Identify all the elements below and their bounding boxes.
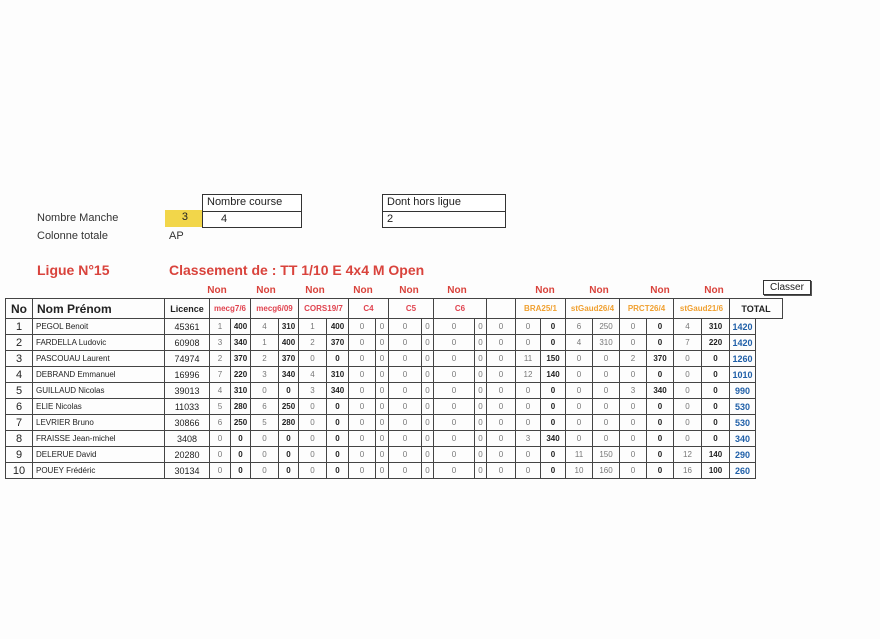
row-name: PASCOUAU Laurent	[33, 351, 165, 367]
header-event: CORS19/7	[299, 299, 349, 319]
row-cell: 0	[593, 399, 620, 415]
row-cell: 0	[299, 431, 327, 447]
non-label: Non	[399, 285, 419, 296]
row-name: FRAISSE Jean-michel	[33, 431, 165, 447]
row-cell: 0	[487, 399, 516, 415]
colonne-totale-label: Colonne totale	[37, 230, 108, 242]
row-cell: 0	[434, 463, 475, 479]
header-event: stGaud21/6	[674, 299, 730, 319]
row-cell: 0	[516, 463, 541, 479]
row-cell: 0	[422, 447, 434, 463]
header-event: stGaud26/4	[566, 299, 620, 319]
row-cell: 0	[349, 399, 376, 415]
row-cell: 4	[674, 319, 702, 335]
row-cell: 0	[674, 431, 702, 447]
row-cell: 0	[566, 431, 593, 447]
row-cell: 4	[299, 367, 327, 383]
table-row	[6, 415, 846, 431]
row-cell: 0	[422, 351, 434, 367]
row-cell: 0	[620, 399, 647, 415]
row-cell: 0	[566, 367, 593, 383]
row-cell: 0	[349, 351, 376, 367]
row-cell: 0	[349, 415, 376, 431]
row-cell: 0	[593, 383, 620, 399]
row-cell: 0	[647, 399, 674, 415]
row-cell: 0	[487, 447, 516, 463]
row-licence: 11033	[165, 399, 210, 415]
row-cell: 3	[210, 335, 231, 351]
row-cell: 3	[251, 367, 279, 383]
row-cell: 220	[702, 335, 730, 351]
row-cell: 250	[593, 319, 620, 335]
row-cell: 0	[566, 399, 593, 415]
row-cell: 0	[389, 319, 422, 335]
row-cell: 0	[487, 431, 516, 447]
row-cell: 0	[702, 383, 730, 399]
table-row	[6, 399, 846, 415]
row-cell: 0	[389, 399, 422, 415]
row-final-total: 340	[730, 431, 756, 447]
row-cell: 0	[620, 367, 647, 383]
non-label: Non	[589, 285, 609, 296]
row-final-total: 260	[730, 463, 756, 479]
row-cell: 0	[620, 447, 647, 463]
row-rank: 5	[6, 383, 33, 399]
row-cell: 0	[566, 351, 593, 367]
row-cell: 0	[702, 431, 730, 447]
row-cell: 0	[376, 463, 389, 479]
non-label: Non	[447, 285, 467, 296]
row-cell: 0	[389, 463, 422, 479]
row-cell: 1	[210, 319, 231, 335]
row-cell: 3	[299, 383, 327, 399]
row-cell: 0	[516, 447, 541, 463]
row-cell: 150	[541, 351, 566, 367]
row-cell: 10	[566, 463, 593, 479]
row-cell: 7	[674, 335, 702, 351]
row-name: DELERUE David	[33, 447, 165, 463]
row-cell: 0	[566, 383, 593, 399]
row-cell: 0	[376, 383, 389, 399]
row-cell: 310	[231, 383, 251, 399]
row-rank: 4	[6, 367, 33, 383]
row-rank: 9	[6, 447, 33, 463]
row-cell: 0	[210, 463, 231, 479]
row-name: PEGOL Benoit	[33, 319, 165, 335]
row-cell: 12	[516, 367, 541, 383]
row-cell: 0	[516, 319, 541, 335]
row-cell: 0	[620, 463, 647, 479]
row-cell: 0	[389, 447, 422, 463]
row-cell: 0	[516, 383, 541, 399]
row-cell: 0	[647, 415, 674, 431]
row-cell: 0	[674, 415, 702, 431]
row-cell: 0	[349, 367, 376, 383]
row-cell: 1	[251, 335, 279, 351]
row-cell: 0	[487, 335, 516, 351]
header-event: C6	[434, 299, 487, 319]
header-event: C4	[349, 299, 389, 319]
row-final-total: 990	[730, 383, 756, 399]
row-cell: 0	[647, 367, 674, 383]
results-table	[5, 298, 846, 479]
row-cell: 0	[376, 399, 389, 415]
header-no: No	[6, 299, 33, 319]
row-cell: 0	[475, 335, 487, 351]
row-cell: 0	[541, 399, 566, 415]
row-cell: 0	[593, 367, 620, 383]
row-rank: 7	[6, 415, 33, 431]
table-row	[6, 351, 846, 367]
row-cell: 0	[349, 383, 376, 399]
table-row	[6, 367, 846, 383]
row-cell: 0	[516, 335, 541, 351]
row-cell: 250	[279, 399, 299, 415]
classer-button[interactable]: Classer	[763, 280, 811, 295]
row-cell: 0	[279, 383, 299, 399]
row-cell: 0	[475, 431, 487, 447]
non-label: Non	[650, 285, 670, 296]
row-cell: 0	[647, 335, 674, 351]
row-cell: 0	[422, 335, 434, 351]
row-cell: 0	[541, 463, 566, 479]
table-row	[6, 335, 846, 351]
classement-title: Classement de : TT 1/10 E 4x4 M Open	[169, 262, 425, 278]
row-cell: 0	[251, 447, 279, 463]
header-event: BRA25/1	[516, 299, 566, 319]
row-cell: 0	[434, 351, 475, 367]
row-final-total: 1260	[730, 351, 756, 367]
row-licence: 20280	[165, 447, 210, 463]
row-cell: 340	[279, 367, 299, 383]
row-cell: 0	[475, 399, 487, 415]
row-cell: 0	[475, 447, 487, 463]
row-cell: 2	[251, 351, 279, 367]
row-cell: 0	[541, 415, 566, 431]
row-cell: 0	[389, 415, 422, 431]
table-row	[6, 447, 846, 463]
row-cell: 0	[231, 463, 251, 479]
row-cell: 0	[279, 463, 299, 479]
row-cell: 0	[389, 431, 422, 447]
row-cell: 0	[349, 319, 376, 335]
row-cell: 400	[327, 319, 349, 335]
row-cell: 5	[210, 399, 231, 415]
row-name: GUILLAUD Nicolas	[33, 383, 165, 399]
row-cell: 0	[422, 383, 434, 399]
non-label: Non	[535, 285, 555, 296]
row-cell: 0	[647, 319, 674, 335]
row-cell: 0	[422, 399, 434, 415]
non-label: Non	[704, 285, 724, 296]
non-label: Non	[353, 285, 373, 296]
row-rank: 3	[6, 351, 33, 367]
row-cell: 340	[541, 431, 566, 447]
row-cell: 0	[516, 415, 541, 431]
row-licence: 30134	[165, 463, 210, 479]
row-rank: 10	[6, 463, 33, 479]
row-cell: 3	[620, 383, 647, 399]
row-cell: 400	[231, 319, 251, 335]
table-header-row	[6, 299, 846, 319]
row-name: ELIE Nicolas	[33, 399, 165, 415]
row-cell: 4	[251, 319, 279, 335]
row-cell: 0	[434, 335, 475, 351]
row-cell: 0	[299, 447, 327, 463]
row-cell: 0	[674, 367, 702, 383]
row-cell: 340	[231, 335, 251, 351]
non-label: Non	[256, 285, 276, 296]
row-cell: 280	[279, 415, 299, 431]
row-rank: 1	[6, 319, 33, 335]
row-cell: 340	[647, 383, 674, 399]
row-cell: 16	[674, 463, 702, 479]
row-cell: 0	[434, 447, 475, 463]
row-cell: 0	[389, 367, 422, 383]
row-cell: 0	[434, 367, 475, 383]
row-cell: 0	[487, 367, 516, 383]
row-final-total: 1010	[730, 367, 756, 383]
row-final-total: 1420	[730, 319, 756, 335]
row-cell: 0	[327, 431, 349, 447]
header-event: PRCT26/4	[620, 299, 674, 319]
row-cell: 11	[566, 447, 593, 463]
row-cell: 0	[475, 319, 487, 335]
row-cell: 0	[422, 463, 434, 479]
row-cell: 1	[299, 319, 327, 335]
row-final-total: 290	[730, 447, 756, 463]
row-cell: 150	[593, 447, 620, 463]
row-cell: 0	[674, 383, 702, 399]
header-spacer	[487, 299, 516, 319]
row-cell: 370	[279, 351, 299, 367]
row-cell: 0	[327, 415, 349, 431]
row-cell: 0	[422, 431, 434, 447]
row-cell: 0	[349, 447, 376, 463]
row-cell: 0	[251, 431, 279, 447]
row-cell: 2	[299, 335, 327, 351]
non-label: Non	[305, 285, 325, 296]
row-cell: 0	[487, 415, 516, 431]
row-cell: 0	[299, 463, 327, 479]
row-cell: 2	[210, 351, 231, 367]
row-cell: 0	[541, 319, 566, 335]
row-licence: 39013	[165, 383, 210, 399]
row-cell: 0	[422, 367, 434, 383]
row-cell: 0	[231, 431, 251, 447]
row-cell: 0	[299, 351, 327, 367]
row-cell: 310	[327, 367, 349, 383]
row-licence: 30866	[165, 415, 210, 431]
row-name: POUEY Frédéric	[33, 463, 165, 479]
row-cell: 0	[647, 463, 674, 479]
row-cell: 0	[647, 447, 674, 463]
row-cell: 0	[702, 399, 730, 415]
header-event: mecg7/6	[210, 299, 251, 319]
row-cell: 0	[376, 319, 389, 335]
row-cell: 0	[475, 415, 487, 431]
header-nom: Nom Prénom	[33, 299, 165, 319]
row-cell: 280	[231, 399, 251, 415]
row-cell: 100	[702, 463, 730, 479]
row-cell: 7	[210, 367, 231, 383]
row-cell: 0	[376, 447, 389, 463]
row-name: LEVRIER Bruno	[33, 415, 165, 431]
nombre-manche-value[interactable]: 3	[165, 210, 202, 227]
header-event: mecg6/09	[251, 299, 299, 319]
row-cell: 0	[434, 383, 475, 399]
row-cell: 0	[702, 415, 730, 431]
row-cell: 0	[349, 335, 376, 351]
row-cell: 0	[434, 415, 475, 431]
row-cell: 0	[422, 319, 434, 335]
row-licence: 3408	[165, 431, 210, 447]
row-cell: 0	[210, 431, 231, 447]
nombre-manche-label: Nombre Manche	[37, 212, 119, 224]
table-row	[6, 463, 846, 479]
row-final-total: 1420	[730, 335, 756, 351]
row-licence: 60908	[165, 335, 210, 351]
row-cell: 0	[620, 431, 647, 447]
row-cell: 0	[487, 351, 516, 367]
row-cell: 140	[541, 367, 566, 383]
header-event: C5	[389, 299, 434, 319]
row-cell: 0	[487, 383, 516, 399]
row-cell: 4	[210, 383, 231, 399]
row-rank: 2	[6, 335, 33, 351]
row-cell: 340	[327, 383, 349, 399]
row-cell: 0	[620, 335, 647, 351]
row-cell: 220	[231, 367, 251, 383]
row-cell: 0	[702, 367, 730, 383]
row-cell: 250	[231, 415, 251, 431]
row-cell: 6	[566, 319, 593, 335]
row-cell: 0	[487, 319, 516, 335]
row-cell: 0	[231, 447, 251, 463]
row-cell: 0	[376, 335, 389, 351]
row-cell: 400	[279, 335, 299, 351]
header-total: TOTAL	[730, 299, 783, 319]
row-rank: 8	[6, 431, 33, 447]
row-cell: 6	[210, 415, 231, 431]
row-cell: 0	[251, 463, 279, 479]
row-cell: 0	[389, 351, 422, 367]
row-cell: 0	[327, 463, 349, 479]
row-cell: 0	[516, 399, 541, 415]
ligue-title: Ligue N°15	[37, 262, 110, 278]
row-cell: 0	[475, 463, 487, 479]
nombre-course-label: Nombre course	[202, 194, 302, 212]
row-cell: 0	[327, 447, 349, 463]
row-cell: 0	[475, 367, 487, 383]
header-licence: Licence	[165, 299, 210, 319]
row-name: DEBRAND Emmanuel	[33, 367, 165, 383]
row-cell: 0	[674, 399, 702, 415]
row-cell: 0	[422, 415, 434, 431]
table-row	[6, 431, 846, 447]
table-row	[6, 383, 846, 399]
colonne-totale-value: AP	[169, 230, 184, 242]
row-cell: 0	[541, 447, 566, 463]
row-cell: 0	[279, 431, 299, 447]
row-final-total: 530	[730, 399, 756, 415]
table-row	[6, 319, 846, 335]
row-licence: 74974	[165, 351, 210, 367]
row-cell: 0	[647, 431, 674, 447]
row-cell: 5	[251, 415, 279, 431]
row-cell: 0	[299, 399, 327, 415]
row-cell: 0	[299, 415, 327, 431]
hors-ligue-label: Dont hors ligue	[382, 194, 506, 212]
row-cell: 0	[210, 447, 231, 463]
row-cell: 0	[620, 415, 647, 431]
row-final-total: 530	[730, 415, 756, 431]
row-cell: 0	[475, 383, 487, 399]
hors-ligue-value[interactable]: 2	[382, 211, 506, 228]
row-cell: 0	[541, 383, 566, 399]
row-cell: 0	[389, 335, 422, 351]
row-rank: 6	[6, 399, 33, 415]
row-cell: 0	[389, 383, 422, 399]
row-cell: 2	[620, 351, 647, 367]
row-cell: 0	[327, 399, 349, 415]
row-cell: 0	[376, 415, 389, 431]
row-cell: 370	[231, 351, 251, 367]
row-cell: 0	[251, 383, 279, 399]
row-cell: 0	[376, 367, 389, 383]
row-cell: 0	[327, 351, 349, 367]
row-cell: 6	[251, 399, 279, 415]
row-cell: 0	[349, 463, 376, 479]
row-cell: 0	[349, 431, 376, 447]
row-cell: 370	[327, 335, 349, 351]
row-cell: 0	[593, 351, 620, 367]
row-name: FARDELLA Ludovic	[33, 335, 165, 351]
row-cell: 0	[434, 431, 475, 447]
row-cell: 11	[516, 351, 541, 367]
row-cell: 0	[376, 431, 389, 447]
row-cell: 0	[702, 351, 730, 367]
row-cell: 310	[593, 335, 620, 351]
row-cell: 0	[487, 463, 516, 479]
row-cell: 0	[620, 319, 647, 335]
row-cell: 0	[674, 351, 702, 367]
row-cell: 0	[376, 351, 389, 367]
row-cell: 3	[516, 431, 541, 447]
row-cell: 0	[566, 415, 593, 431]
row-cell: 310	[702, 319, 730, 335]
row-cell: 0	[475, 351, 487, 367]
row-licence: 16996	[165, 367, 210, 383]
row-cell: 0	[279, 447, 299, 463]
row-cell: 370	[647, 351, 674, 367]
row-cell: 0	[593, 431, 620, 447]
row-licence: 45361	[165, 319, 210, 335]
row-cell: 160	[593, 463, 620, 479]
row-cell: 0	[593, 415, 620, 431]
row-cell: 0	[434, 319, 475, 335]
nombre-course-value[interactable]: 4	[202, 211, 302, 228]
non-label: Non	[207, 285, 227, 296]
row-cell: 4	[566, 335, 593, 351]
row-cell: 0	[434, 399, 475, 415]
row-cell: 310	[279, 319, 299, 335]
row-cell: 0	[541, 335, 566, 351]
row-cell: 12	[674, 447, 702, 463]
row-cell: 140	[702, 447, 730, 463]
